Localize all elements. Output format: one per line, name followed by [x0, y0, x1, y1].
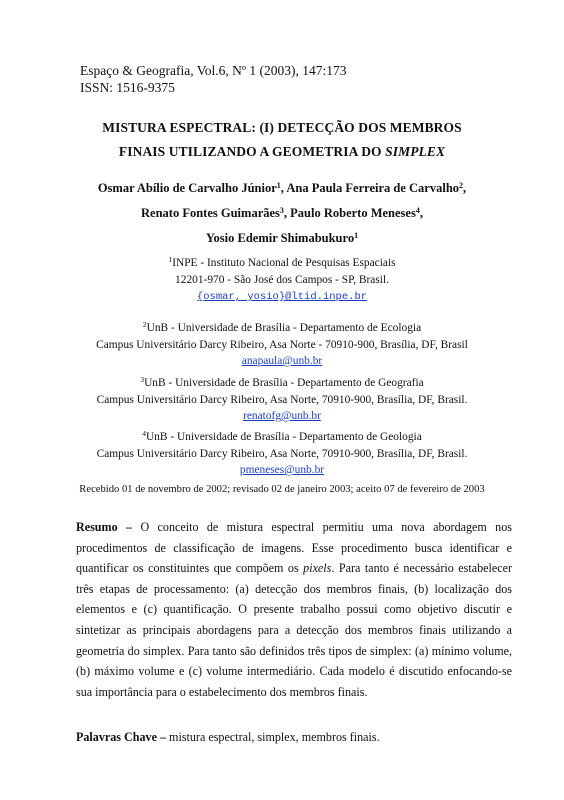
affil-email-link[interactable]: anapaula@unb.br	[241, 355, 323, 367]
journal-citation: Espaço & Geografia, Vol.6, Nº 1 (2003), 147:173	[80, 63, 347, 78]
issn: ISSN: 1516-9375	[80, 80, 175, 95]
abstract-label: Resumo –	[76, 520, 133, 534]
author-affil-mark: 4	[415, 206, 420, 215]
affil-org: UnB - Universidade de Brasília - Departamento de Geografia	[144, 377, 424, 389]
title-italic-word: SIMPLEX	[385, 144, 446, 159]
abstract-text: O conceito de mistura espectral permitiu uma nova abordagem nos procedimentos de classificação de imagens. Esse procedimento busca identificar e quantificar os constituintes que compõem os	[76, 520, 512, 576]
author-separator: ,	[280, 181, 287, 195]
affil-mark: 2	[142, 320, 147, 329]
affil-address: Campus Universitário Darcy Ribeiro, Asa Norte, 70910-900, Brasília, DF, Brasil.	[96, 447, 468, 460]
affil-email-link[interactable]: pmeneses@unb.br	[239, 464, 325, 476]
title-line-2-text: FINAIS UTILIZANDO A GEOMETRIA DO	[118, 144, 386, 159]
author-line-2	[40, 201, 524, 226]
affil-email-link[interactable]: renatofg@unb.br	[243, 410, 321, 422]
affil-mark: 3	[140, 375, 145, 384]
keywords-label: Palavras Chave –	[76, 730, 167, 744]
keywords-text: mistura espectral, simplex, membros finais.	[166, 730, 380, 744]
author-separator: ,	[419, 206, 423, 220]
affiliation-3	[40, 375, 524, 425]
paper-title	[40, 116, 524, 164]
affil-address: 12201-970 - São José dos Campos - SP, Brasil.	[175, 273, 389, 286]
author-affil-mark: 1	[276, 181, 281, 190]
affiliation-1	[40, 255, 524, 306]
author-affil-mark: 3	[279, 206, 284, 215]
author-name: Renato Fontes Guimarães	[141, 206, 280, 220]
author-affil-mark: 1	[354, 231, 359, 240]
affil-org: UnB - Universidade de Brasília - Departamento de Geologia	[145, 431, 422, 443]
author-separator: ,	[463, 181, 467, 195]
author-name: Ana Paula Ferreira de Carvalho	[286, 181, 460, 195]
abstract-italic-term: pixels	[303, 561, 332, 576]
affil-mark: 4	[142, 429, 146, 438]
author-name: Yosio Edemir Shimabukuro	[205, 231, 355, 245]
affil-address: Campus Universitário Darcy Ribeiro, Asa Norte, 70910-900, Brasília, DF, Brasil.	[96, 393, 468, 406]
received-dates: Recebido 01 de novembro de 2002; revisado 02 de janeiro 2003; aceito 07 de fevereiro de 2003	[79, 484, 485, 495]
author-line-1	[40, 176, 524, 201]
affil-email-link[interactable]: {osmar, yosio}@ltid.inpe.br	[196, 291, 368, 303]
affil-mark: 1	[168, 255, 173, 264]
title-line-2	[40, 140, 524, 164]
keywords	[76, 730, 512, 745]
author-name: Osmar Abílio de Carvalho Júnior	[97, 181, 277, 195]
abstract	[76, 517, 512, 702]
affil-org: INPE - Instituto Nacional de Pesquisas Espaciais	[172, 257, 396, 269]
affil-address: Campus Universitário Darcy Ribeiro, Asa Norte - 70910-900, Brasília, DF, Brasil	[96, 338, 468, 351]
affiliation-4	[40, 429, 524, 479]
affil-org: UnB - Universidade de Brasília - Departamento de Ecologia	[146, 322, 422, 334]
author-affil-mark: 2	[459, 181, 464, 190]
author-name: Paulo Roberto Meneses	[290, 206, 416, 220]
abstract-text-rest: . Para tanto é necessário estabelecer três etapas de processamento: (a) detecção dos membros finais, (b) localização dos elementos e (c) quantificação. O presente trabalho possui como objetivo discutir e sintetizar as principais abordagens para a detecção dos membros finais utilizando a geometria do simplex. Para tanto são definidos três tipos de simplex: (a) mínimo volume, (b) máximo volume e (c) volume intermediário. Cada modelo é discutido enfocando-se sua importância para o estabelecimento dos membros finais.	[76, 561, 512, 699]
author-list	[40, 176, 524, 251]
affiliation-2	[40, 320, 524, 370]
title-line-1: MISTURA ESPECTRAL: (I) DETECÇÃO DOS MEMBROS	[102, 120, 462, 135]
journal-header	[80, 62, 347, 96]
author-line-3	[40, 226, 524, 251]
author-separator: ,	[283, 206, 291, 220]
